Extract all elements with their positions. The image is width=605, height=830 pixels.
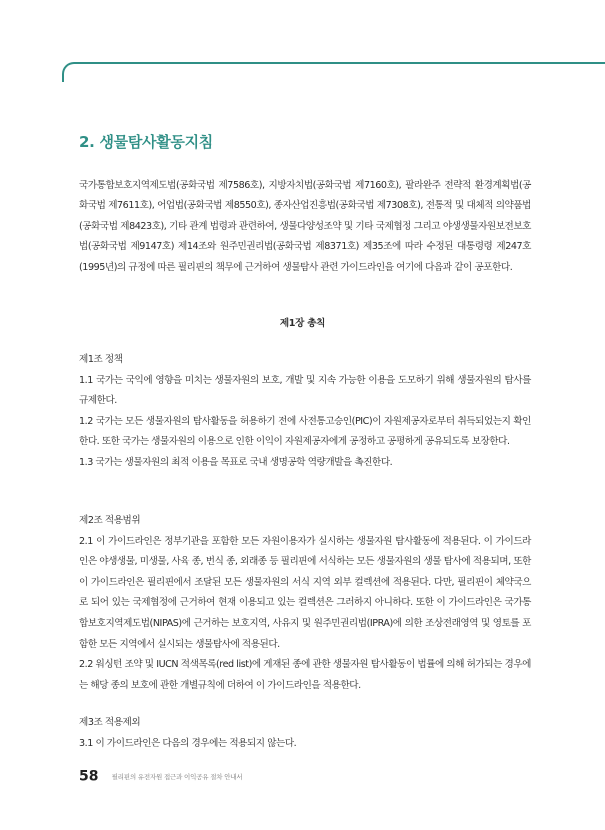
section-title: 2. 생물탐사활동지침 xyxy=(79,133,213,151)
page-footer xyxy=(79,766,243,785)
intro-paragraph: 국가통합보호지역제도법(공화국법 제7586호), 지방자치법(공화국법 제7160호), 팔라완주 전략적 환경계획법(공화국법 제7611호), 어업법(공화국법 제8550호), 종자산업진흥법(공화국법 제7308호), 전통적 및 대체적 의약품법(공화국법 제8423호), 기타 관계 법령과 관련하여, 생물다양성조약 및 기타 국제협정 그리고 야생생물자원보전보호법(공화국법 제9147호) 제14조와 원주민권리법(공화국법 제8371호) 제35조에 따라 수정된 대통령령 제247호(1995년)의 규정에 따른 필리핀의 책무에 근거하여 생물탐사 관련 가이드라인을 여기에 다음과 같이 공포한다. xyxy=(79,179,531,273)
article-paragraph: 1.2 국가는 모든 생물자원의 탐사활동을 허용하기 전에 사전통고승인(PIC)이 자원제공자로부터 취득되었는지 확인한다. 또한 국가는 생물자원의 이용으로 인한 이익이 자원제공자에게 공정하고 공평하게 공유되도록 보장한다. xyxy=(79,415,531,448)
article-2 xyxy=(79,511,531,696)
page-number: 58 xyxy=(79,768,99,785)
article-paragraph: 3.1 이 가이드라인은 다음의 경우에는 적용되지 않는다. xyxy=(79,737,297,749)
article-1 xyxy=(79,350,531,474)
article-paragraph: 1.3 국가는 생물자원의 최적 이용을 목표로 국내 생명공학 역량개발을 촉진한다. xyxy=(79,456,393,468)
footer-book-title: 필리핀의 유전자원 접근과 이익공유 절차 안내서 xyxy=(111,773,243,781)
article-heading: 제1조 정책 xyxy=(79,354,123,365)
article-heading: 제2조 적용범위 xyxy=(79,515,141,526)
article-3 xyxy=(79,713,531,754)
article-paragraph: 1.1 국가는 국익에 영향을 미치는 생물자원의 보호, 개발 및 지속 가능한 이용을 도모하기 위해 생물자원의 탐사를 규제한다. xyxy=(79,374,531,407)
article-paragraph: 2.1 이 가이드라인은 정부기관을 포함한 모든 자원이용자가 실시하는 생물자원 탐사활동에 적용된다. 이 가이드라인은 야생생물, 미생물, 사육 종, 번식 종, 외래종 등 필리핀에 서식하는 모든 생물자원의 생물 탐사에 적용되며, 또한 이 가이드라인은 필리핀에서 조달된 모든 생물자원의 서식 지역 외부 컬렉션에 적용된다. 다만, 필리핀이 체약국으로 되어 있는 국제협정에 근거하여 현재 이용되고 있는 컬렉션은 그러하지 아니하다. 또한 이 가이드라인은 국가통합보호지역제도법(NIPAS)에 근거하는 보호지역, 사유지 및 원주민권리법(IPRA)에 의한 조상전래영역 및 영토를 포함한 모든 지역에서 실시되는 생물탐사에 적용된다. xyxy=(79,535,531,650)
article-paragraph: 2.2 워싱턴 조약 및 IUCN 적색목록(red list)에 게재된 종에 관한 생물자원 탐사활동이 법률에 의해 허가되는 경우에는 해당 종의 보호에 관한 개별규칙에 더하여 이 가이드라인을 적용한다. xyxy=(79,659,531,691)
corner-decoration xyxy=(62,62,605,82)
article-heading: 제3조 적용제외 xyxy=(79,717,141,728)
chapter-heading: 제1장 총칙 xyxy=(279,318,326,329)
